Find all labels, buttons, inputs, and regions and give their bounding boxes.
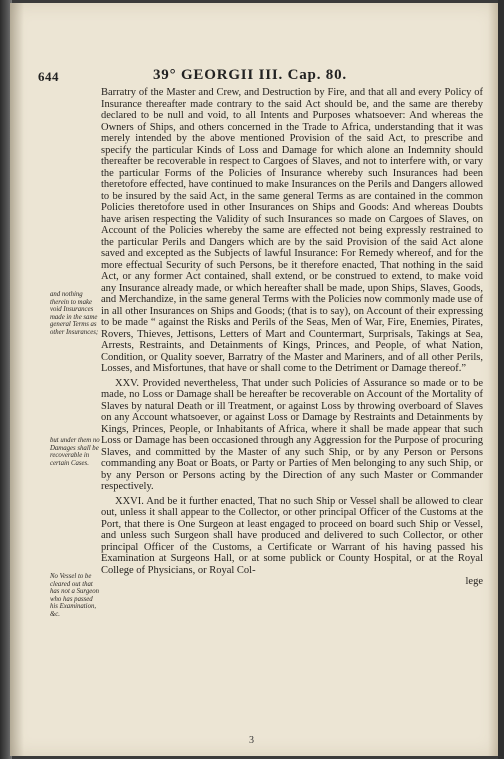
signature-mark: 3 <box>249 735 254 746</box>
body-text <box>101 87 483 588</box>
marginal-note-insurances: and nothing therein to make void Insurances made in the same general Terms as other Insurances; <box>50 291 99 336</box>
marginal-note-damages: but under them no Damages shall be recoverable in certain Cases. <box>50 437 100 467</box>
marginal-note-surgeon: No Vessel to be cleared out that has not a Surgeon who has passed his Examination, &c. <box>50 573 100 618</box>
page-number: 644 <box>38 69 59 84</box>
paragraph-continuation: Barratry of the Master and Crew, and Destruction by Fire, and that all and every Policy of Insurance thereafter made contrary to the said Act should be, and the same are thereby declared to be null and void, to all Intents and Purposes whatsoever: And whereas the Owners of Ships, and others concerned in the Trade to Africa, understanding that it was merely intended by the above mentioned Provision of the said Act, to prescribe and specify the particular Kinds of Loss and Damage for which alone an Indemnity should thereafter be recoverable in respect to Cargoes of Slaves, and not to interfere with, or vary the particular Forms of the Policies of Insurance whereby such Insurances had been theretofore effected, have continued to make Insurances on the Perils and Dangers allowed to be insured by the said Act, in the same general Terms as are contained in the common Policies theretofore used in other Insurances on Ships and Goods: And whereas Doubts have arisen respecting the Validity of such Insurances so made on Cargoes of Slaves, on Account of the Policies whereby the same are effected not being expressly restrained to the particular Perils and Dangers which are by the said Provision of the said Act alone saved and excepted as the Subjects of lawful Insurance: For Remedy whereof, and for the more effectual Security of such Persons, be it therefore enacted, That nothing in the said Act, or any former Act contained, shall extend, or be construed to extend, to make void any Insurance already made, or which hereafter shall be made, upon Ships, Slaves, Goods, and Merchandize, in the same general Terms with the Policies now commonly made use of in all other Insurances on Ships and Goods; (that is to say), on Account of their expressing to be made “ against the Risks and Perils of the Seas, Men of War, Fire, Enemies, Pirates, Rovers, Thieves, Jettisons, Letters of Mart and Countermart, Surprisals, Takings at Sea, Arrests, Restraints, and Detainments of Kings, Princes, and People, of what Nation, Condition, or Quality soever, Barratry of the Master and Mariners, and of all other Perils, Losses, and Misfortunes, that have or shall come to the Detriment or Damage thereof.” <box>101 87 483 374</box>
document-page <box>10 3 498 756</box>
scan-backdrop-right <box>498 0 504 759</box>
section-xxv: XXV. Provided nevertheless, That under such Policies of Assurance so made or to be made, no Loss or Damage shall be hereafter be recoverable on Account of the Mortality of Slaves by natural Death or ill Treatment, or against Loss by throwing overboard of Slaves on any Account whatsoever, or against Loss or Damage by Restraints and Detainments by Kings, Princes, People, or Inhabitants of Africa, where it shall be made appear that such Loss or Damage has been occasioned through any Aggression for the Purpose of procuring Slaves, and committed by the Master of any such Ship, or by any Person or Persons commanding any Boat or Boats, or Party or Parties of Men belonging to any such Ship, or by any Person or Persons acting by the Direction of any such Master or Commander respectively. <box>101 377 483 492</box>
section-xxvi: XXVI. And be it further enacted, That no such Ship or Vessel shall be allowed to clear out, unless it shall appear to the Collector, or other principal Officer of the Customs at the Port, that there is One Surgeon at least engaged to proceed on board such Ship or Vessel, and unless such Surgeon shall have produced and delivered to such Collector, or other principal Officer of the Customs, a Certificate or Warrant of his having passed his Examination at Surgeons Hall, or at some publick or County Hospital, or at the Royal College of Physicians, or Royal Col- <box>101 495 483 576</box>
catchword: lege <box>465 576 483 587</box>
running-head: 39° GEORGII III. Cap. 80. <box>153 67 347 83</box>
